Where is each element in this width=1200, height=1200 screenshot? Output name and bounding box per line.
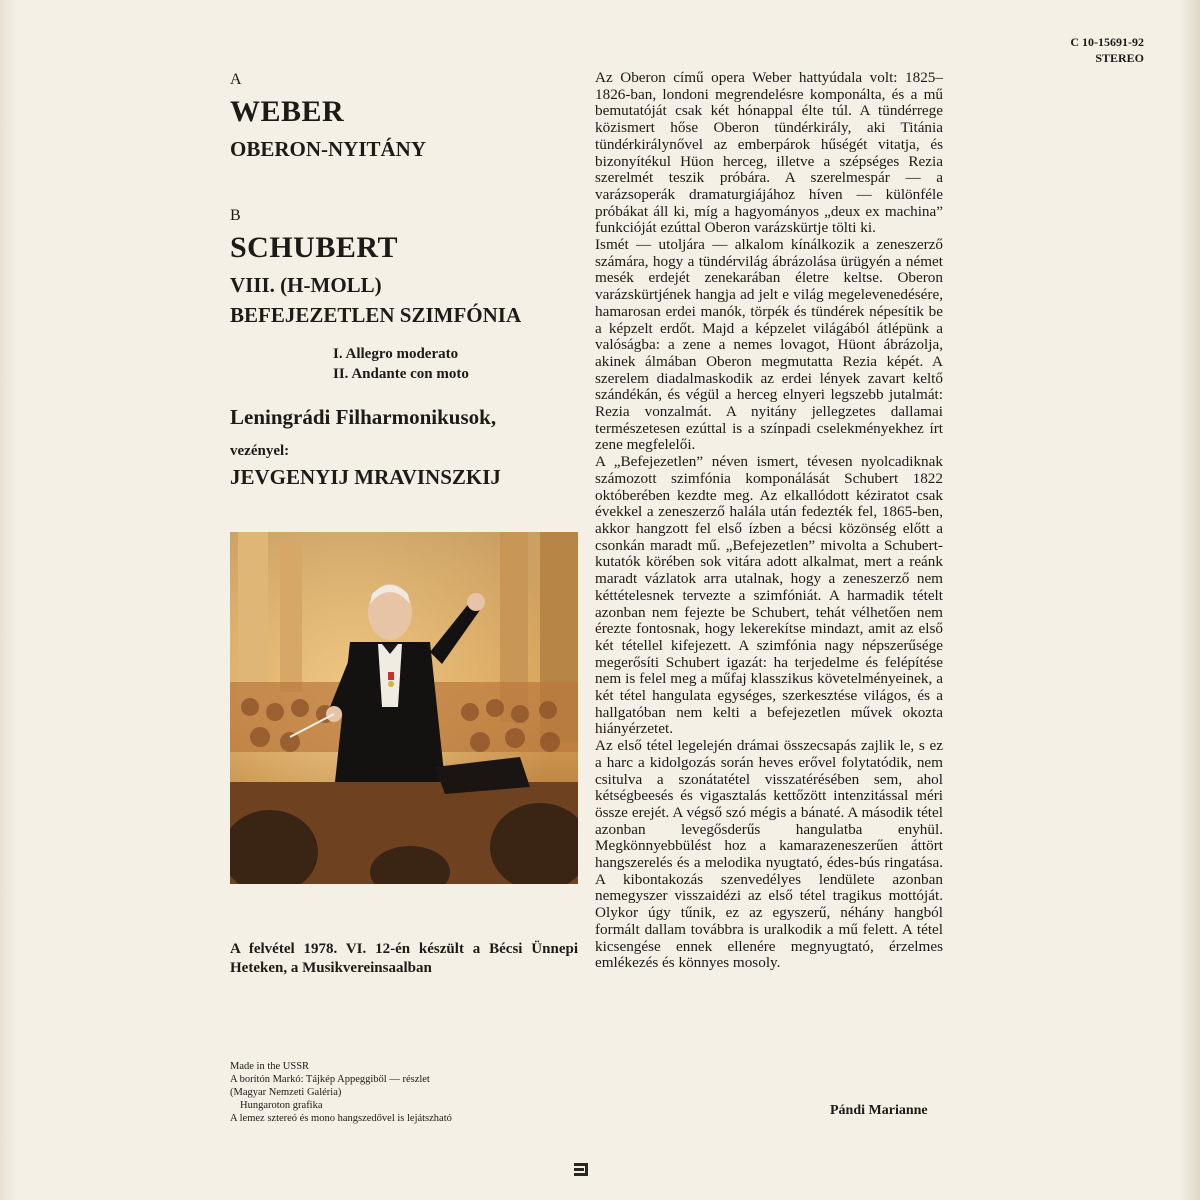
credit-line: A lemez sztereó és mono hangszedővel is lejátszható <box>230 1113 452 1124</box>
liner-paragraph: Az első tétel legelején drámai összecsapás zajlik le, s ez a harc a kidolgozás során heves erővel folytatódik, nem csitulva a szonátatétel visszatérésében sem, ahol kétségbeesés és vigasztalás kettőzött intenzitással méri össze erejét. A végső szó mégis a bánaté. A második tétel azonban levegősderűs hangulatba enyhül. Megkönnyebbülést hoz a kamarazeneszerűen áttört hangszerelés és a melodika nyugtató, édes-bús ringatása. A kibontakozás szenvedélyes lendülete azonban nemegyszer visszaidézi az első tétel tragikus mottóját. Olykor úgy tűnik, ez az egyszerű, néhány hangból formált dallam továbbra is uralkodik a mű felett. A tétel kicsengése ennek ellenére megnyugtató, érzelmes emlékezés és könnyes mosoly. <box>595 737 943 972</box>
conductor-photo <box>230 532 578 884</box>
liner-paragraph: Ismét — utoljára — alkalom kínálkozik a zeneszerző számára, hogy a tündérvilág ábrázolása ürügyén a német mesék erdejét zenekarában életre keltse. Oberon varázskürtjének hangja ad jelt e világ megelevenedésére, hamarosan erdei manók, törpék és tündérek népesítik be a képzelt erdőt. Majd a képzelet világából átlépünk a valóságba: a zene a nemes lovagot, Hüont ábrázolja, akinek álmában Oberon megmutatta Rezia képét. A szerelem diadalmaskodik az erdei lények zavart keltő szándékán, és végül a herceg elnyeri legszebb jutalmát: Rezia vonzalmát. A nyitány jellegzetes dallamai természetesen ezúttal is a színpadi cselekményekhez írt zene megfelelői. <box>595 236 943 454</box>
conducted-by-label: vezényel: <box>230 443 290 459</box>
composer-weber: WEBER <box>230 95 345 128</box>
movement-item: II. Andante con moto <box>333 366 469 382</box>
paper-edge-left <box>0 0 18 1200</box>
side-a-block <box>230 70 590 206</box>
hungaroton-logo-icon <box>572 1160 590 1178</box>
credit-line: Hungaroton grafika <box>240 1100 323 1111</box>
side-b-letter: B <box>230 207 241 224</box>
work-oberon: OBERON-NYITÁNY <box>230 137 427 161</box>
paper-edge-right <box>1180 0 1200 1200</box>
author-name: Pándi Marianne <box>830 1103 928 1118</box>
work-title-line2: BEFEJEZETLEN SZIMFÓNIA <box>230 303 522 327</box>
side-a-letter: A <box>230 71 242 88</box>
side-b-block <box>230 206 590 384</box>
recording-note: A felvétel 1978. VI. 12-én készült a Bécsi Ünnepi Heteken, a Musikvereinsaalban <box>230 941 578 976</box>
conductor-name: JEVGENYIJ MRAVINSZKIJ <box>230 465 501 489</box>
credit-line: A borítón Markó: Tájkép Appeggiből — részlet <box>230 1074 430 1085</box>
work-title-line1: VIII. (H-MOLL) <box>230 273 382 297</box>
stereo-label: STEREO <box>1095 51 1144 65</box>
liner-paragraph: Az Oberon című opera Weber hattyúdala volt: 1825–1826-ban, londoni megrendelésre komponálta, és a mű bemutatóját csak két hónappal élte túl. A tündérrege közismert hőse Oberon tündérkirály, aki Titánia tündérkirálynővel az emberpárok hűségét vitatja, és bizonyítékul Hüon herceg, illetve a szépséges Rezia szerelmét teszik próbára. A szerelmespár — a varázsoperák dramaturgiájához híven — különféle próbákat áll ki, míg a hagyományos „deux ex machina” funkcióját ezúttal Oberon varázskürtje tölti ki. <box>595 69 943 237</box>
orchestra-name: Leningrádi Filharmonikusok, <box>230 405 497 429</box>
credit-line: Made in the USSR <box>230 1061 310 1072</box>
composer-schubert: SCHUBERT <box>230 231 398 264</box>
liner-notes <box>595 70 943 972</box>
catalog-block <box>1070 34 1144 66</box>
credit-line: (Magyar Nemzeti Galéria) <box>230 1087 342 1098</box>
credits-block <box>230 1060 570 1125</box>
catalog-number: C 10-15691-92 <box>1070 35 1144 49</box>
movement-item: I. Allegro moderato <box>333 346 459 362</box>
liner-paragraph: A „Befejezetlen” néven ismert, tévesen nyolcadiknak számozott szimfónia komponálását Schubert 1822 októberében kezdte meg. Az elkallódott kéziratot csak évekkel a zeneszerző halála után fedezték fel, 1865-ben, akkor hangzott fel első ízben a bécsi közönség előtt a csonkán maradt mű. „Befejezetlen” mivolta a Schubert-kutatók körében sok vitára adott alkalmat, mert a reánk maradt vázlatok arra utalnak, hogy a zeneszerző nem kéttételesnek tervezte a szimfóniát. A harmadik tételt azonban nem fejezte be Schubert, tehát vélhetően nem érezte fontosnak, hogy lekerekítse mindazt, amit az első két tétellel kifejezett. A szimfónia nagy népszerűsége megerősíti Schubert igazát: ha terjedelme és felépítése nem is felel meg a műfaj klasszikus követelményeinek, a két tétel hangulata egységes, szerkesztése világos, és a hallgatóban nem kelti a befejezetlen művek okozta hiányérzetet. <box>595 453 943 738</box>
program-column <box>230 70 590 492</box>
movement-list <box>333 344 590 384</box>
